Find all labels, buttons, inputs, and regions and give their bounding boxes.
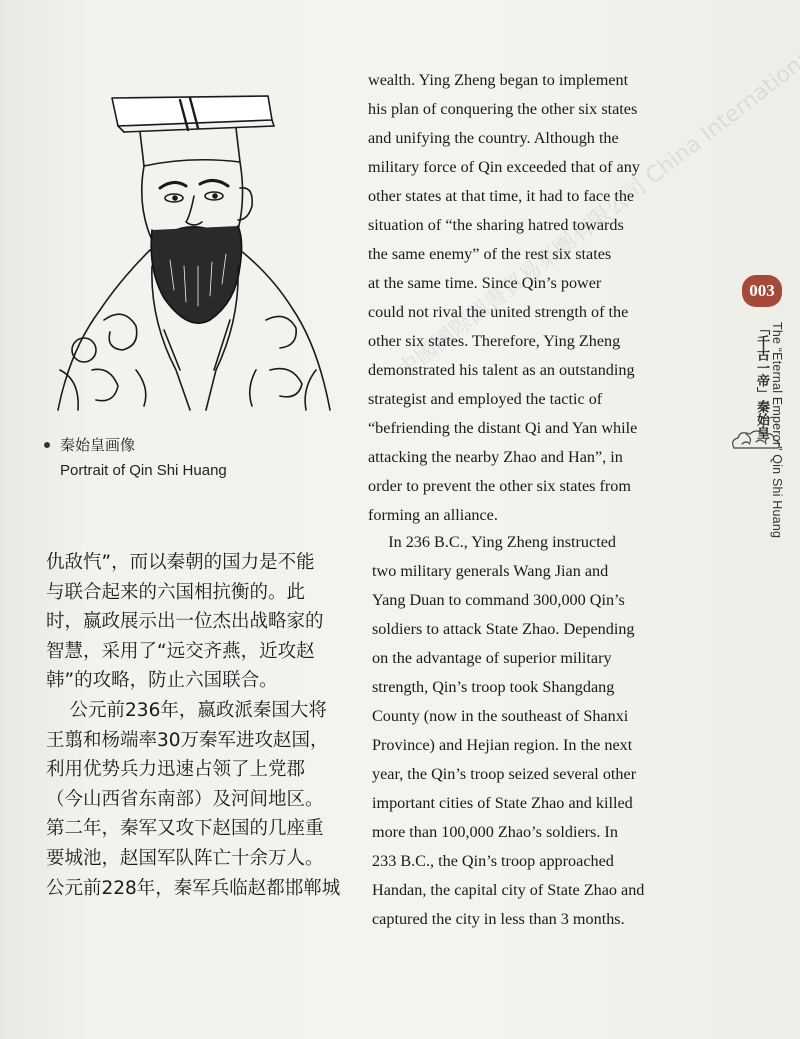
text-line: forming an alliance.: [368, 506, 498, 524]
text-line: 仇敌忾”，而以秦朝的国力是不能: [46, 552, 315, 573]
emperor-portrait-illustration: [40, 70, 340, 430]
text-line: important cities of State Zhao and killed: [372, 794, 633, 812]
text-line: 利用优势兵力迅速占领了上党郡: [46, 759, 306, 781]
text-line: situation of “the sharing hatred towards: [368, 216, 624, 234]
text-line: 韩”的攻略，防止六国联合。: [46, 670, 278, 692]
text-line: other six states. Therefore, Ying Zheng: [368, 332, 621, 350]
chinese-body-text: [46, 548, 356, 903]
running-title-english: The “Eternal Emperor” Qin Shi Huang: [770, 322, 784, 539]
text-line: order to prevent the other six states from: [368, 477, 631, 495]
text-line: 公元前228年，秦军兵临赵都邯郸城: [46, 877, 341, 899]
text-line: demonstrated his talent as an outstanding: [368, 361, 635, 379]
text-line: Yang Duan to command 300,000 Qin’s: [372, 591, 625, 609]
caption-bullet: [44, 442, 50, 448]
text-line: other states at that time, it had to face the: [368, 187, 635, 205]
text-line: year, the Qin’s troop seized several other: [372, 765, 637, 783]
text-line: In 236 B.C., Ying Zheng instructed: [372, 533, 616, 551]
text-line: the same enemy” of the rest six states: [368, 245, 612, 263]
text-line: （今山西省东南部）及河间地区。: [46, 788, 324, 810]
text-line: on the advantage of superior military: [372, 649, 612, 667]
text-line: two military generals Wang Jian and: [372, 562, 609, 580]
text-line: more than 100,000 Zhao’s soldiers. In: [372, 823, 618, 841]
text-line: 智慧，采用了“远交齐燕，近攻赵: [46, 640, 315, 662]
text-line: strength, Qin’s troop took Shangdang: [372, 678, 615, 696]
text-line: wealth. Ying Zheng began to implement: [368, 71, 629, 89]
text-line: 要城池，赵国军队阵亡十余万人。: [46, 847, 324, 869]
text-line: captured the city in less than 3 months.: [372, 910, 625, 928]
caption-chinese: 秦始皇画像: [60, 436, 136, 454]
text-line: strategist and employed the tactic of: [368, 390, 603, 408]
text-line: soldiers to attack State Zhao. Depending: [372, 620, 635, 638]
text-line: at the same time. Since Qin’s power: [368, 274, 602, 292]
text-line: 王翦和杨端率30万秦军进攻赵国，: [46, 729, 329, 751]
text-line: 公元前236年，嬴政派秦国大将: [46, 699, 327, 721]
text-line: 233 B.C., the Qin’s troop approached: [372, 852, 614, 870]
text-line: Province) and Hejian region. In the next: [372, 736, 633, 754]
text-line: 第二年，秦军又攻下赵国的几座重: [46, 818, 324, 840]
text-line: his plan of conquering the other six states: [368, 100, 638, 118]
text-line: military force of Qin exceeded that of any: [368, 158, 640, 176]
text-line: County (now in the southeast of Shanxi: [372, 707, 629, 725]
caption-english: Portrait of Qin Shi Huang: [60, 462, 227, 479]
text-line: “befriending the distant Qi and Yan while: [368, 419, 638, 437]
page-number-badge: 003: [742, 275, 782, 307]
text-line: 与联合起来的六国相抗衡的。此: [46, 581, 306, 603]
text-line: and unifying the country. Although the: [368, 129, 619, 147]
text-line: Handan, the capital city of State Zhao and: [372, 881, 645, 899]
cloud-ornament-icon: [728, 426, 784, 456]
text-line: attacking the nearby Zhao and Han”, in: [368, 448, 623, 466]
text-line: could not rival the united strength of the: [368, 303, 629, 321]
english-body-text-lower: [372, 528, 668, 934]
running-title-chinese: 「千古一帝」秦始皇: [754, 322, 769, 439]
text-line: 时，嬴政展示出一位杰出战略家的: [46, 611, 324, 633]
